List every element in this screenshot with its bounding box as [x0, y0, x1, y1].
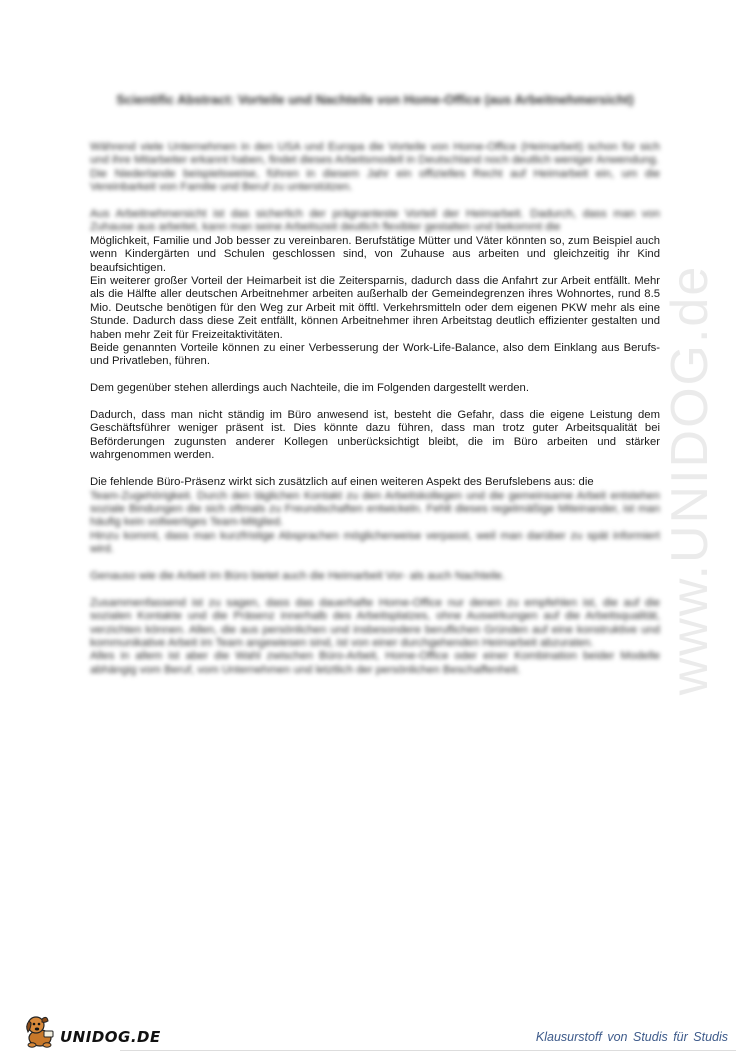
office-presence-paragraph: Dadurch, dass man nicht ständig im Büro anwesend ist, besteht die Gefahr, dass die eigene Leistung dem Geschäftsführer weniger präsent ist. Dies könnte dazu führen, dass man trotz guter Arbeitsqualität bei Beförderungen zugunsten anderer Kollegen unberücksichtigt bleibt, die im Büro arbeiten und stärker wahrgenommen werden. — [90, 409, 660, 462]
unidog-logo — [22, 1012, 162, 1048]
time-saving-paragraph: Ein weiterer großer Vorteil der Heimarbeit ist die Zeitersparnis, dadurch dass die Anfahrt zur Arbeit entfällt. Mehr als die Hälfte aller deutschen Arbeitnehmer arbeiten außerhalb der Gemeindegrenzen ihres Wohnortes, rund 8.5 Mio. Deutsche benötigen für den Weg zur Arbeit mit öfftl. Verkehrsmitteln oder dem eigenen PKW mehr als eine Stunde. Dadurch dass diese Zeit entfällt, können Arbeitnehmer ihren Arbeitstag deutlich effizienter gestalten und haben mehr Zeit für Freizeitaktivitäten. — [90, 275, 660, 341]
disadvantages-intro-paragraph: Dem gegenüber stehen allerdings auch Nachteile, die im Folgenden dargestellt werden. — [90, 382, 529, 395]
footer-divider — [120, 1050, 736, 1051]
summary-paragraph-blurred: Zusammenfassend ist zu sagen, dass das dauerhafte Home-Office nur denen zu empfehlen ist, die auf die sozialen Kontakte und die Präsenz innerhalb des Arbeitsplatzes, ohne Auswirkungen auf die Arbeitsqualität, verzichten können. Allen, die aus persönlichen und insbesondere beruflichen Gründen auf eine konstruktive und kommunikative Arbeit im Team angewiesen sind, ist von einer durchgehenden Heimarbeit abzuraten. — [90, 596, 660, 649]
intro-paragraph-1: Während viele Unternehmen in den USA und Europa die Vorteile von Home-Office (Heimarbeit) schon für sich und ihre Mitarbeiter erkannt haben, findet dieses Arbeitsmodell in Deutschland noch deutlich weniger Anwendung. — [90, 141, 660, 167]
team-presence-paragraph: Die fehlende Büro-Präsenz wirkt sich zusätzlich auf einen weiteren Aspekt des Berufslebens aus: die — [90, 476, 594, 489]
meetings-paragraph-blurred: Hinzu kommt, dass man kurzfristige Absprachen möglicherweise verpasst, weil man darüber zu spät informiert wird. — [90, 529, 660, 556]
logo-text: UNIDOG.DE — [60, 1028, 161, 1046]
both-sides-paragraph-blurred: Genauso wie die Arbeit im Büro bietet auch die Heimarbeit Vor- als auch Nachteile. — [90, 569, 506, 582]
document-body — [90, 141, 660, 677]
dog-icon — [22, 1012, 62, 1050]
watermark-text: www.UNIDOG.de — [661, 264, 719, 696]
advantage-paragraph-blurred: Aus Arbeitnehmersicht ist das sicherlich der prägnanteste Vorteil der Heimarbeit. Dadurch, dass man von Zuhause aus arbeitet, kann man seine Arbeitszeit deutlich flexibler gestalten und bekommt die — [90, 208, 660, 234]
footer-slogan: Klausurstoff von Studis für Studis — [535, 1030, 728, 1044]
final-paragraph-blurred: Alles in allem ist aber die Wahl zwischen Büro-Arbeit, Home-Office oder einer Kombination beider Modelle abhängig vom Beruf, vom Unternehmen und letztlich der persönlichen Beschaffenheit. — [90, 650, 660, 676]
team-paragraph-blurred: Team-Zugehörigkeit. Durch den täglichen Kontakt zu den Arbeitskollegen und die gemeinsame Arbeit entstehen soziale Bindungen die sich oftmals zu Freundschaften entwickeln. Fehlt dieses regelmäßige Miteinander, ist man häufig kein vollwertiges Team-Mitglied. — [90, 489, 660, 529]
document-title: Scientific Abstract: Vorteile und Nachteile von Home-Office (aus Arbeitnehmersicht) — [116, 92, 634, 107]
intro-paragraph-2: Die Niederlande beispielsweise, führen in diesem Jahr ein offizielles Recht auf Heimarbeit ein, um die Vereinbarkeit von Familie und Beruf zu unterstützen. — [90, 167, 660, 194]
work-life-balance-paragraph: Beide genannten Vorteile können zu einer Verbesserung der Work-Life-Balance, also dem Einklang aus Berufs- und Privatleben, führen. — [90, 342, 660, 368]
advantage-paragraph: Möglichkeit, Familie und Job besser zu vereinbaren. Berufstätige Mütter und Väter könnten so, zum Beispiel auch wenn Kindergärten und Schulen geschlossen sind, von Zuhause aus arbeiten und gleichzeitig ihr Kind beaufsichtigen. — [90, 234, 660, 274]
